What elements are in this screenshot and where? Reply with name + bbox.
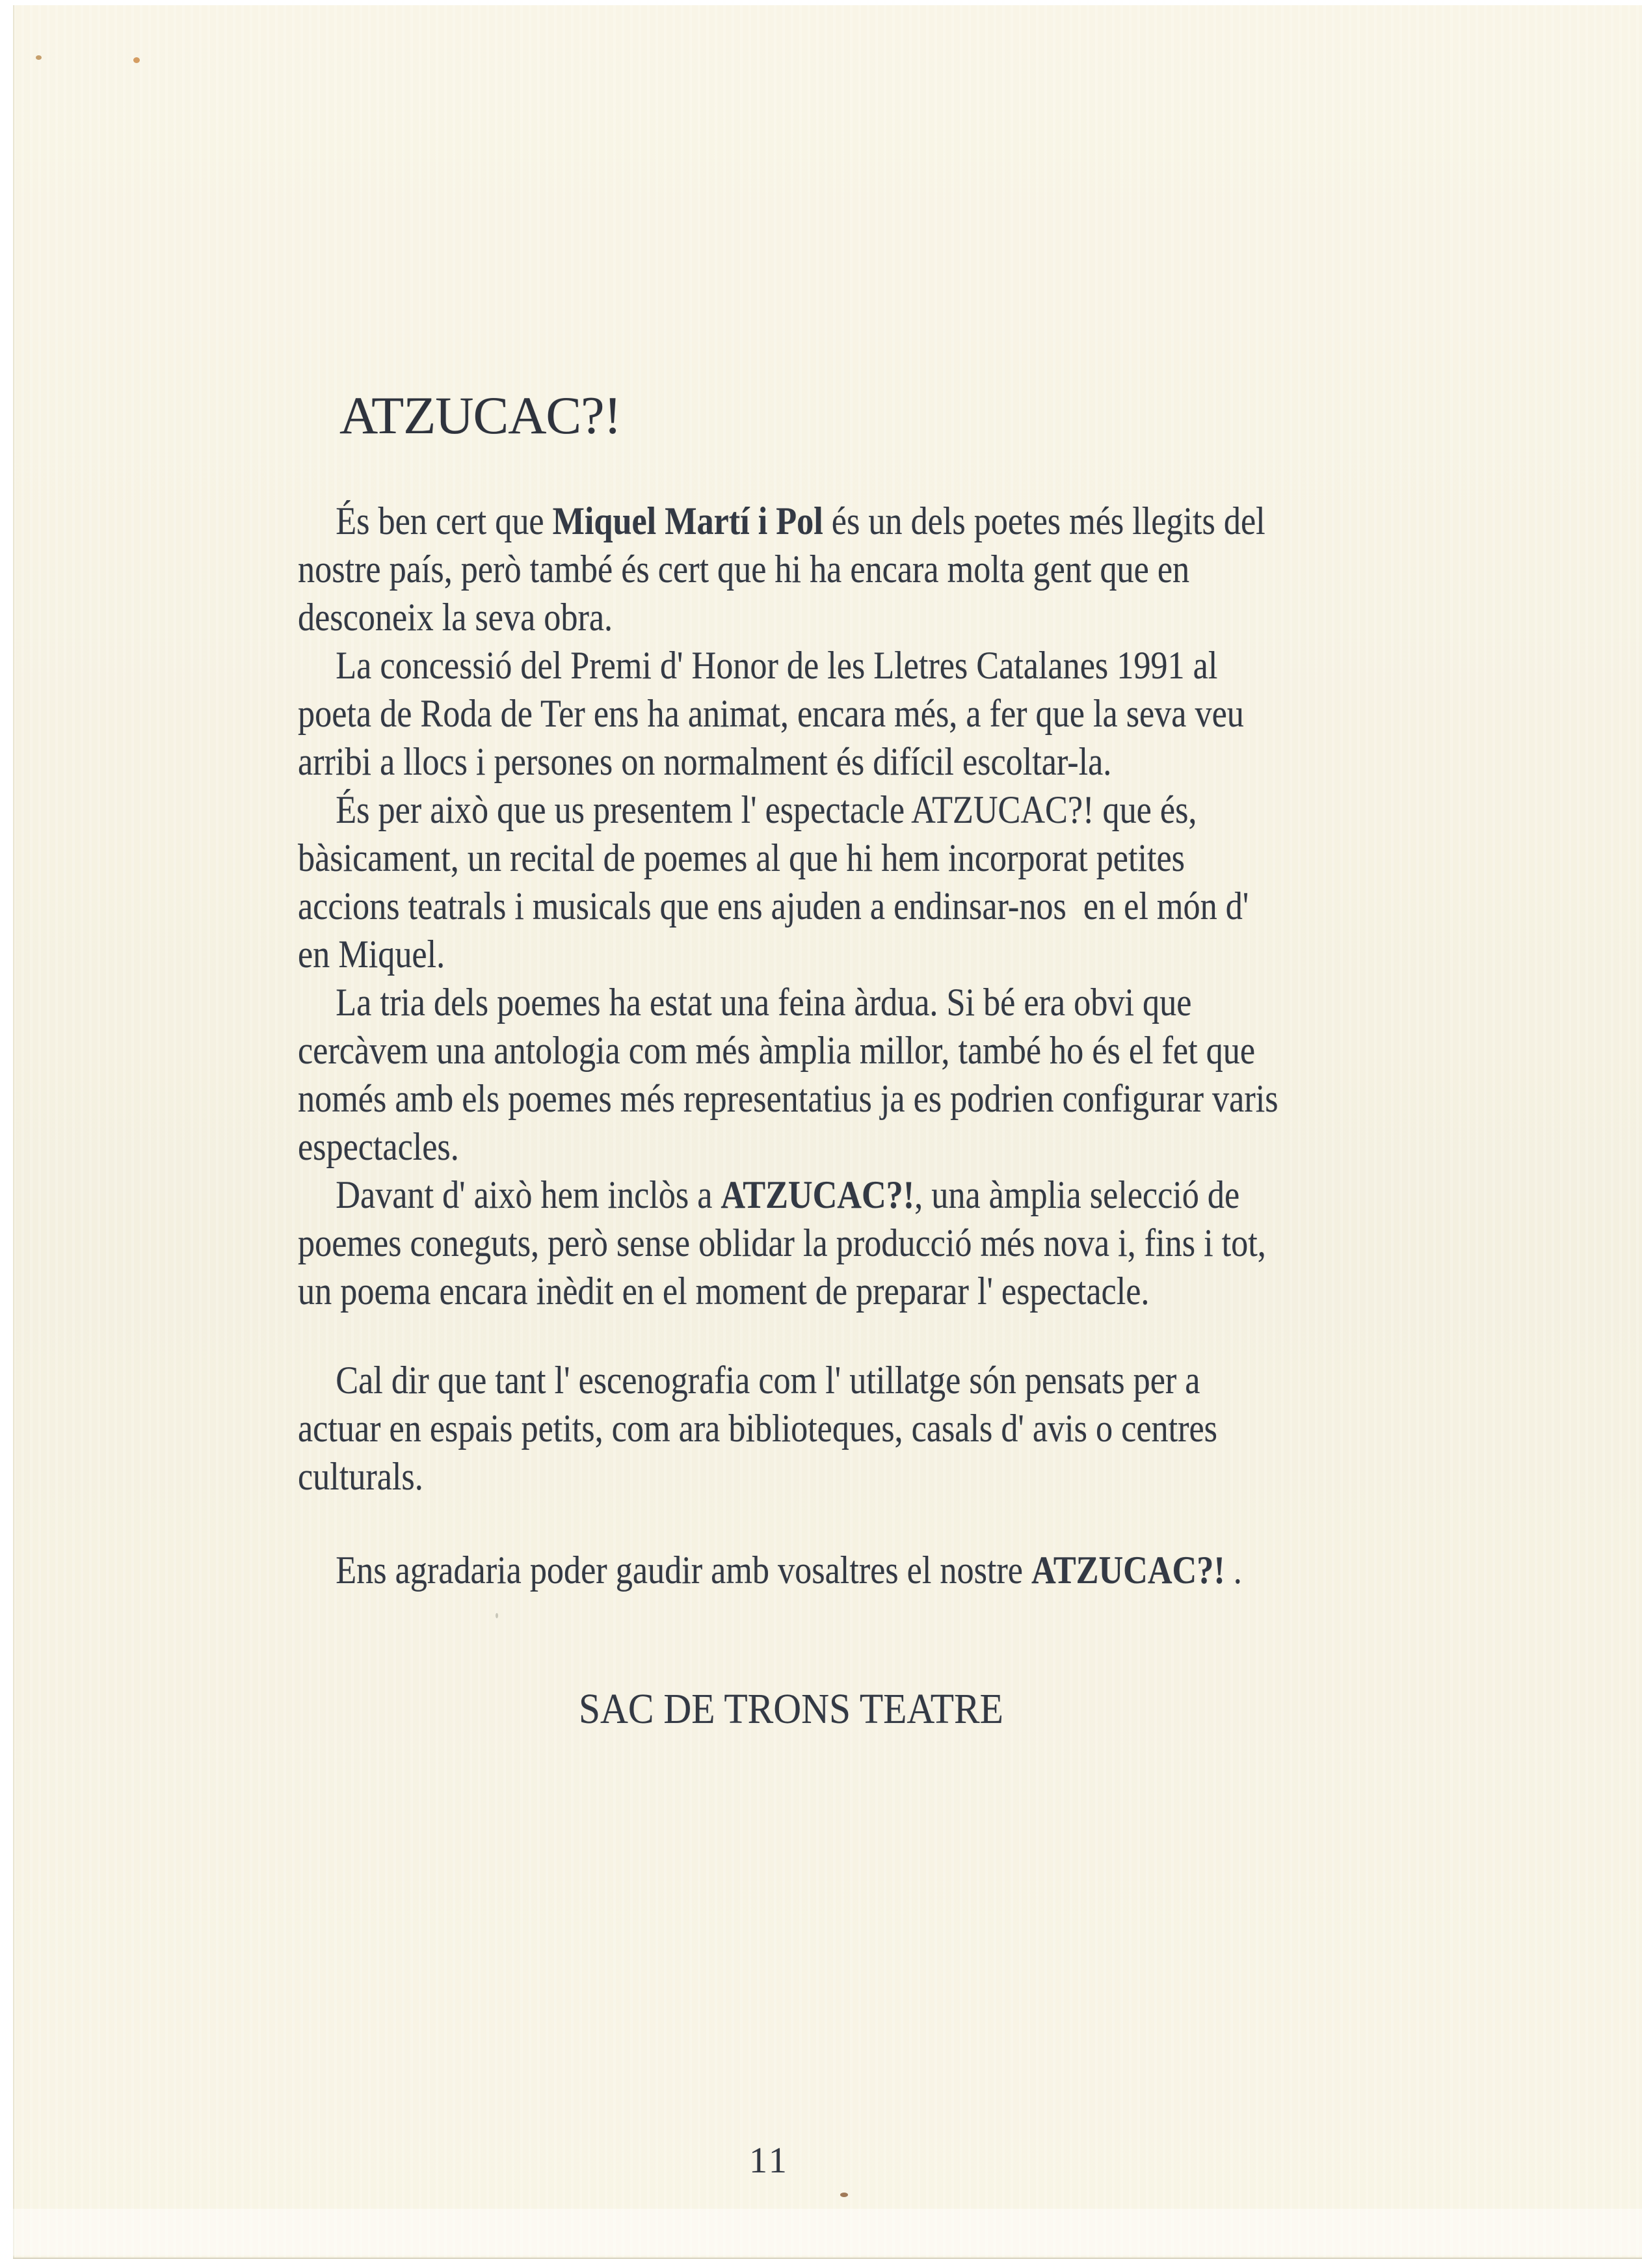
paper-speck (36, 55, 42, 60)
text-line: espectacles. (298, 1125, 459, 1168)
bold-author-name: Miquel Martí i Pol (552, 500, 823, 542)
paragraph-7 (298, 1546, 1429, 1594)
text-line: arribi a llocs i persones on normalment és difícil escoltar-la. (298, 740, 1112, 783)
text-line: culturals. (298, 1455, 423, 1498)
text-segment: És ben cert que (336, 500, 553, 542)
paragraph-4 (298, 978, 1429, 1171)
page-number: 11 (749, 2141, 789, 2181)
text-line: només amb els poemes més representatius ja es podrien configurar varis (298, 1077, 1278, 1120)
paper-sheet (13, 5, 1642, 2259)
paragraph-6 (298, 1356, 1429, 1501)
paragraph-3 (298, 786, 1429, 978)
text-segment: és un dels poetes més llegits del (823, 500, 1265, 542)
text-line: en Miquel. (298, 933, 445, 976)
bold-show-title: ATZUCAC?! (721, 1173, 915, 1216)
text-line: un poema encara inèdit en el moment de preparar l' espectacle. (298, 1270, 1150, 1313)
text-segment: Davant d' això hem inclòs a (336, 1173, 721, 1216)
text-line: accions teatrals i musicals que ens ajuden a endinsar-nos en el món d' (298, 885, 1249, 927)
text-line: actuar en espais petits, com ara biblioteques, casals d' avis o centres (298, 1407, 1217, 1450)
paragraph-1 (298, 497, 1429, 641)
text-line: cercàvem una antologia com més àmplia millor, també ho és el fet que (298, 1029, 1256, 1072)
paragraph-2 (298, 641, 1429, 786)
text-line: La concessió del Premi d' Honor de les Lletres Catalanes 1991 al (336, 644, 1218, 687)
text-segment: . (1225, 1549, 1242, 1592)
text-line: poeta de Roda de Ter ens ha animat, encara més, a fer que la seva veu (298, 692, 1244, 735)
text-line: bàsicament, un recital de poemes al que hi hem incorporat petites (298, 836, 1185, 879)
text-line: poemes coneguts, però sense oblidar la producció més nova i, fins i tot, (298, 1221, 1266, 1264)
text-line: nostre país, però també és cert que hi ha encara molta gent que en (298, 548, 1190, 591)
text-line: Cal dir que tant l' escenografia com l' utillatge són pensats per a (336, 1359, 1200, 1402)
paper-speck (840, 2193, 848, 2197)
text-line: És per això que us presentem l' espectacle ATZUCAC?! que és, (336, 788, 1197, 831)
text-segment: , una àmplia selecció de (914, 1173, 1240, 1216)
signature-line: SAC DE TRONS TEATRE (579, 1685, 1003, 1733)
paper-speck (133, 57, 140, 63)
text-line (298, 497, 1429, 545)
page-title: ATZUCAC?! (339, 386, 621, 445)
body-text (298, 497, 1429, 1594)
text-line (298, 1546, 1429, 1594)
text-line (298, 1171, 1429, 1219)
bold-show-title: ATZUCAC?! (1031, 1549, 1225, 1592)
text-segment: Ens agradaria poder gaudir amb vosaltres el nostre (336, 1549, 1032, 1592)
text-line: La tria dels poemes ha estat una feina àrdua. Si bé era obvi que (336, 981, 1192, 1024)
text-line: desconeix la seva obra. (298, 596, 613, 639)
paragraph-5 (298, 1171, 1429, 1315)
paper-speck (496, 1613, 498, 1618)
